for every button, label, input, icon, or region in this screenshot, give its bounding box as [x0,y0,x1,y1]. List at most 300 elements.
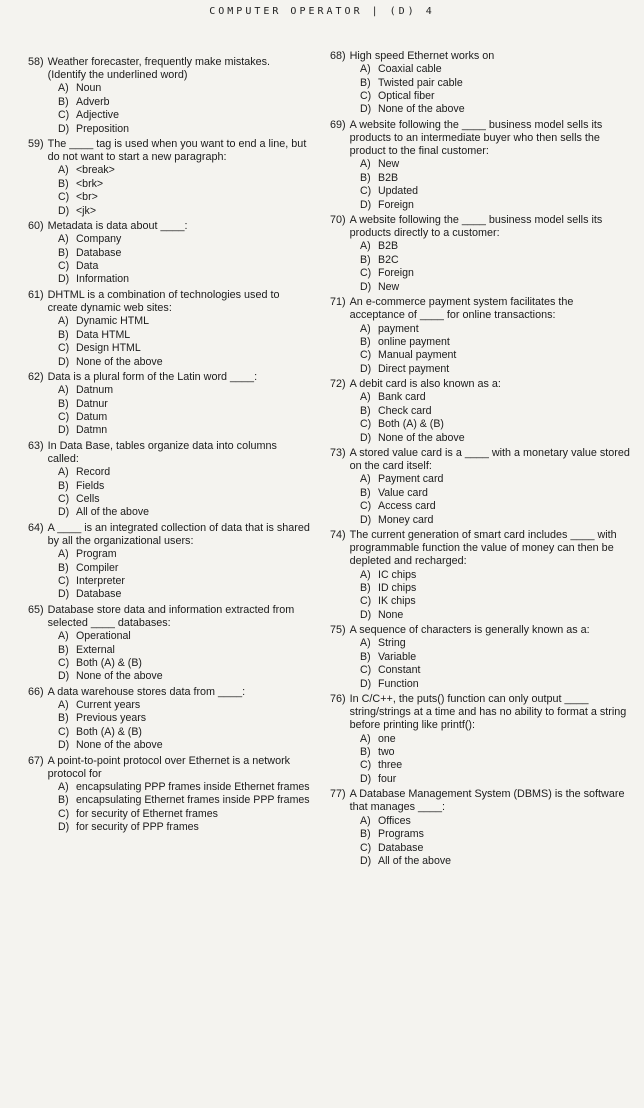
option-label: A) [58,699,69,712]
answer-option [28,588,310,601]
option-label: B) [58,177,69,190]
question-block [28,522,310,602]
question-number: 75) [330,624,346,637]
option-text: Both (A) & (B) [76,725,142,738]
answer-option [28,82,310,95]
option-text: three [378,759,403,772]
option-text: None of the above [378,431,465,444]
option-text: Data HTML [76,328,131,341]
option-label: D) [360,854,372,867]
option-label: D) [360,280,372,293]
option-text: None of the above [76,355,163,368]
question-block [28,56,310,136]
answer-option [330,473,630,486]
question-number: 68) [330,50,346,62]
answer-option [330,185,630,198]
option-text: B2C [378,253,399,266]
option-label: A) [360,63,371,76]
option-label: A) [360,814,371,827]
question-number: 76) [330,693,346,706]
answer-option [28,821,310,834]
answer-option [330,90,630,103]
option-label: A) [58,384,69,397]
option-text: Design HTML [76,342,141,355]
answer-option [28,329,310,342]
answer-option [28,739,310,752]
answer-option [330,569,630,582]
option-text: Payment card [378,473,444,486]
option-label: C) [58,191,70,204]
option-text: None of the above [378,103,465,116]
option-label: D) [58,204,70,217]
option-text: Offices [378,814,411,827]
option-label: D) [58,506,70,519]
right-column [330,50,630,870]
option-label: B) [58,95,69,108]
answer-option [330,63,630,76]
option-label: B) [360,650,371,663]
option-text: Preposition [76,122,129,135]
answer-option [330,349,630,362]
question-text: The ____ tag is used when you want to end a line, but do not want to start a new paragraph: [47,138,307,164]
option-text: Check card [378,404,432,417]
option-label: B) [360,76,371,89]
question-block [330,447,630,527]
answer-option [28,109,310,122]
option-label: B) [360,828,371,841]
option-label: C) [58,342,70,355]
option-label: C) [58,725,70,738]
answer-option [28,96,310,109]
answer-option [28,808,310,821]
option-label: D) [58,355,70,368]
question-block [28,371,310,438]
answer-option [28,233,310,246]
answer-option [330,609,630,622]
option-text: Cells [76,492,100,505]
option-label: D) [58,273,70,286]
question-text: A point-to-point protocol over Ethernet is a network protocol for [47,754,291,780]
question-stem [28,371,310,384]
option-label: C) [58,807,70,820]
option-label: B) [58,794,69,807]
question-number: 64) [28,521,44,534]
question-stem [330,378,630,391]
question-block [330,529,630,622]
option-text: ID chips [378,582,417,594]
option-text: <brk> [76,177,104,190]
option-label: D) [360,362,372,375]
left-column [28,56,310,837]
answer-option [28,699,310,712]
option-label: C) [58,109,70,122]
answer-option [330,500,630,513]
question-number: 67) [28,754,44,767]
answer-option [330,77,630,90]
option-label: A) [58,233,69,246]
question-number: 70) [330,214,346,227]
option-text: Datum [76,410,108,423]
option-text: New [378,158,400,171]
question-number: 60) [28,220,44,233]
option-label: C) [58,260,70,273]
option-label: A) [360,240,371,253]
question-stem [330,447,630,473]
question-text: In C/C++, the puts() function can only output ____ string/strings at a time and has no ability to format a string before printing like printf(): [349,693,627,732]
option-text: Programs [378,828,424,841]
question-text: High speed Ethernet works on [349,50,495,62]
option-text: encapsulating PPP frames inside Ethernet frames [76,781,310,794]
answer-option [330,842,630,855]
question-stem [28,440,310,466]
question-text: A website following the ____ business model sells its products to an intermediate buyer who then sells the product to the final customer: [349,118,603,158]
question-text: A sequence of characters is generally known as a: [349,624,590,637]
question-stem [330,693,630,733]
option-text: Current years [76,699,141,712]
question-text: A data warehouse stores data from ____: [47,685,246,698]
question-stem [330,788,630,814]
question-block [330,119,630,212]
option-text: online payment [378,335,450,348]
option-label: B) [360,486,371,499]
option-text: Database [76,588,122,601]
option-text: Database [76,246,122,259]
option-text: Function [378,677,419,690]
question-stem [28,56,310,82]
option-text: Company [76,233,122,246]
question-block [330,214,630,294]
question-block [330,50,630,117]
option-label: B) [58,643,69,656]
answer-option [28,424,310,437]
option-label: B) [58,479,69,492]
option-text: Information [76,273,129,286]
option-text: All of the above [378,854,452,867]
option-label: C) [58,575,70,587]
answer-option [330,855,630,868]
answer-option [330,595,630,608]
option-text: encapsulating Ethernet frames inside PPP frames [76,794,310,807]
option-label: A) [360,637,371,650]
answer-option [28,123,310,136]
question-number: 65) [28,603,44,616]
option-label: B) [58,328,69,341]
option-label: B) [360,253,371,266]
option-text: New [378,280,400,293]
question-block [330,693,630,786]
question-stem [330,50,630,63]
option-text: Twisted pair cable [378,76,463,89]
question-block [330,378,630,445]
question-number: 62) [28,370,44,383]
option-text: four [378,772,397,785]
option-text: Compiler [76,561,119,574]
option-text: Bank card [378,391,426,404]
question-block [28,138,310,218]
question-stem [28,686,310,699]
answer-option [28,493,310,506]
answer-option [28,205,310,218]
question-text: Weather forecaster, frequently make mistakes. (Identify the underlined word) [47,56,271,82]
question-text: An e-commerce payment system facilitates the acceptance of ____ for online transactions: [349,296,574,322]
option-label: A) [360,322,371,335]
option-label: A) [360,158,371,171]
question-block [330,296,630,376]
question-stem [28,755,310,781]
option-text: Variable [378,650,417,663]
question-text: A website following the ____ business model sells its products directly to a customer: [349,214,603,240]
question-text: A debit card is also known as a: [349,378,501,391]
option-text: IC chips [378,568,417,581]
option-label: C) [58,410,70,423]
option-text: Optical fiber [378,90,435,103]
option-text: None [378,608,404,621]
option-text: Both (A) & (B) [76,657,142,670]
option-text: <br> [76,191,98,204]
answer-option [330,582,630,595]
answer-option [28,411,310,424]
question-stem [330,296,630,322]
option-label: A) [58,781,69,794]
option-label: D) [360,608,372,621]
option-label: C) [360,349,372,362]
option-label: A) [58,548,69,561]
answer-option [28,506,310,519]
option-text: Program [76,548,117,561]
option-text: String [378,637,406,650]
question-block [28,604,310,684]
question-stem [330,119,630,159]
option-label: B) [58,561,69,574]
question-text: In Data Base, tables organize data into columns called: [47,439,277,465]
answer-option [330,103,630,116]
option-label: A) [360,473,371,486]
answer-option [330,759,630,772]
answer-option [28,644,310,657]
option-text: Coaxial cable [378,63,442,76]
answer-option [330,323,630,336]
question-stem [28,220,310,233]
option-label: D) [58,588,70,601]
question-number: 59) [28,138,44,151]
question-number: 58) [28,56,44,68]
option-text: Record [76,466,111,479]
option-text: B2B [378,240,399,253]
option-label: D) [360,198,372,211]
question-number: 77) [330,788,346,801]
answer-option [28,260,310,273]
question-stem [330,214,630,240]
option-label: B) [360,582,371,594]
question-block [28,755,310,835]
option-label: D) [58,739,70,752]
option-text: Adverb [76,95,110,108]
option-text: Adjective [76,109,119,122]
option-label: C) [360,267,372,280]
answer-option [28,575,310,588]
answer-option [330,432,630,445]
question-block [28,289,310,369]
answer-option [330,418,630,431]
question-stem [330,529,630,569]
answer-option [28,384,310,397]
option-text: payment [378,322,419,335]
question-text: A Database Management System (DBMS) is the software that manages ____: [349,788,625,814]
option-label: C) [360,595,372,608]
option-text: Data [76,260,99,273]
question-stem [28,604,310,630]
option-text: Noun [76,82,102,95]
answer-option [330,733,630,746]
option-text: None of the above [76,670,163,683]
option-label: B) [58,246,69,259]
option-text: Access card [378,500,436,513]
answer-option [330,487,630,500]
option-text: Both (A) & (B) [378,418,444,431]
question-number: 66) [28,685,44,698]
option-label: D) [58,424,70,437]
answer-option [330,678,630,691]
answer-option [330,815,630,828]
answer-option [330,773,630,786]
option-label: C) [360,418,372,431]
question-stem [28,522,310,548]
answer-option [28,466,310,479]
option-label: D) [360,513,372,526]
option-text: Manual payment [378,349,457,362]
answer-option [330,651,630,664]
answer-option [28,178,310,191]
option-text: Datmn [76,424,108,437]
question-number: 69) [330,118,346,131]
question-number: 73) [330,446,346,459]
question-block [330,624,630,691]
option-text: Datnum [76,384,114,397]
question-text: DHTML is a combination of technologies used to create dynamic web sites: [47,288,280,315]
answer-option [330,363,630,376]
option-text: Datnur [76,397,108,410]
option-text: Money card [378,513,434,526]
option-text: Previous years [76,712,147,725]
question-number: 61) [28,288,44,301]
question-block [28,440,310,520]
question-stem [28,289,310,315]
option-text: Foreign [378,198,414,211]
answer-option [28,191,310,204]
answer-option [28,657,310,670]
question-number: 71) [330,296,346,309]
option-label: C) [360,841,372,854]
answer-option [28,273,310,286]
option-label: C) [360,500,372,513]
option-label: D) [58,122,70,135]
option-label: A) [360,391,371,404]
question-text: A stored value card is a ____ with a monetary value stored on the card itself: [349,446,630,473]
option-text: None of the above [76,739,163,752]
option-label: A) [360,732,371,745]
option-label: B) [58,712,69,725]
option-text: Updated [378,185,419,198]
option-text: for security of Ethernet frames [76,807,218,820]
question-text: Database store data and information extracted from selected ____ databases: [47,603,295,630]
option-label: B) [360,404,371,417]
option-label: B) [360,171,371,184]
question-block [28,220,310,287]
option-label: B) [58,397,69,410]
answer-option [28,726,310,739]
option-text: <break> [76,164,115,177]
option-text: IK chips [378,595,416,608]
option-text: for security of PPP frames [76,821,199,834]
answer-option [330,240,630,253]
answer-option [28,480,310,493]
answer-option [330,281,630,294]
option-text: Direct payment [378,362,450,375]
option-text: Constant [378,664,421,677]
question-text: The current generation of smart card includes ____ with programmable function the value of money can then be depleted and recharged: [349,528,617,568]
answer-option [330,336,630,349]
option-label: C) [360,664,372,677]
question-text: A ____ is an integrated collection of data that is shared by all the organizational users: [47,521,310,547]
option-text: <jk> [76,204,97,217]
question-stem [28,138,310,164]
option-text: one [378,732,396,745]
question-block [330,788,630,868]
answer-option [28,247,310,260]
question-number: 74) [330,528,346,541]
option-label: D) [58,821,70,834]
option-text: External [76,643,115,656]
answer-option [28,781,310,794]
answer-option [330,267,630,280]
answer-option [330,405,630,418]
option-label: D) [360,431,372,444]
option-label: D) [360,677,372,690]
answer-option [28,398,310,411]
option-label: D) [360,103,372,116]
option-label: A) [58,164,69,177]
option-label: D) [58,670,70,683]
answer-option [28,356,310,369]
option-text: Foreign [378,267,414,280]
page-header: COMPUTER OPERATOR | (D) 4 [209,6,435,17]
question-number: 63) [28,439,44,452]
answer-option [330,172,630,185]
question-stem [330,624,630,637]
option-text: Fields [76,479,105,492]
answer-option [28,164,310,177]
option-text: Interpreter [76,575,125,587]
answer-option [28,315,310,328]
option-label: C) [360,90,372,103]
option-label: A) [58,466,69,479]
answer-option [330,746,630,759]
answer-option [330,254,630,267]
option-label: A) [58,82,69,95]
option-label: D) [360,772,372,785]
question-text: Data is a plural form of the Latin word ____: [47,370,258,383]
option-label: A) [58,630,69,643]
option-label: B) [360,746,371,759]
answer-option [28,562,310,575]
option-label: A) [360,568,371,581]
option-label: C) [360,185,372,198]
option-label: C) [58,492,70,505]
option-text: All of the above [76,506,150,519]
question-text: Metadata is data about ____: [47,220,188,233]
option-text: Database [378,841,424,854]
answer-option [330,158,630,171]
